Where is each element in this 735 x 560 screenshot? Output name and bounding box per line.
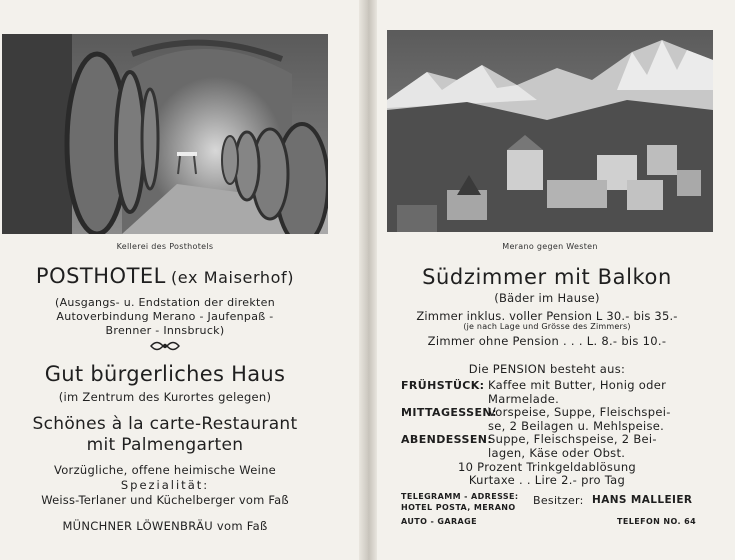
meal-label-lunch: MITTAGESSEN:	[401, 406, 497, 419]
route-line-1: (Ausgangs- u. Endstation der direkten	[55, 296, 275, 309]
page-fold	[359, 0, 377, 560]
tip-line: 10 Prozent Trinkgeldablösung	[457, 460, 637, 474]
room-title: Südzimmer mit Balkon	[422, 265, 672, 289]
meal-text-dinner-1: Suppe, Fleischspeise, 2 Bei-	[488, 432, 657, 446]
left-page	[0, 0, 359, 560]
merano-photo	[387, 30, 713, 232]
hotel-name: POSTHOTEL	[35, 264, 166, 288]
meal-text-breakfast-1: Kaffee mit Butter, Honig oder	[488, 378, 667, 392]
pension-intro: Die PENSION besteht aus:	[468, 362, 626, 376]
route-line-3: Brenner - Innsbruck)	[105, 324, 225, 337]
meal-label-breakfast: FRÜHSTÜCK:	[401, 379, 485, 392]
hotel-former-name: (ex Maiserhof)	[170, 268, 295, 287]
ornament-icon	[0, 338, 330, 354]
heading-note: (im Zentrum des Kurortes gelegen)	[58, 390, 272, 404]
owner-name: HANS MALLEIER	[592, 494, 693, 506]
telephone: TELEFON NO. 64	[617, 517, 697, 526]
cellar-caption: Kellerei des Posthotels	[116, 242, 214, 251]
telegram-label: TELEGRAMM - ADRESSE:	[401, 492, 519, 501]
price-note: (je nach Lage und Grösse des Zimmers)	[463, 322, 631, 331]
specialty-wines: Weiss-Terlaner und Küchelberger vom Faß	[41, 493, 289, 507]
auto-garage: AUTO - GARAGE	[401, 517, 477, 526]
hotel-title	[0, 264, 330, 288]
price-full-pension: Zimmer inklus. voller Pension L 30.- bis 35.-	[416, 309, 678, 323]
meal-text-lunch-2: se, 2 Beilagen u. Mehlspeise.	[488, 419, 665, 433]
owner-label: Besitzer:	[533, 494, 584, 507]
meal-text-lunch-1: Vorspeise, Suppe, Fleischspei-	[488, 405, 671, 419]
beer-line: MÜNCHNER LÖWENBRÄU vom Faß	[62, 519, 268, 533]
wine-line: Vorzügliche, offene heimische Weine	[53, 463, 277, 477]
restaurant-line-2: mit Palmengarten	[86, 435, 244, 455]
meal-text-breakfast-2: Marmelade.	[488, 392, 560, 406]
meal-text-dinner-2: lagen, Käse oder Obst.	[488, 446, 626, 460]
telegram-address: HOTEL POSTA, MERANO	[401, 503, 516, 512]
bath-note: (Bäder im Hause)	[494, 291, 600, 305]
merano-caption: Merano gegen Westen	[502, 242, 598, 251]
heading-burgerlich: Gut bürgerliches Haus	[44, 362, 286, 386]
specialty-label: Spezialität:	[120, 478, 210, 492]
price-room-only: Zimmer ohne Pension . . . L. 8.- bis 10.-	[427, 334, 667, 348]
cellar-photo	[2, 34, 328, 234]
right-page	[377, 0, 735, 560]
route-line-2: Autoverbindung Merano - Jaufenpaß -	[56, 310, 274, 323]
tax-line: Kurtaxe . . Lire 2.- pro Tag	[468, 473, 626, 487]
meal-label-dinner: ABENDESSEN:	[401, 433, 493, 446]
restaurant-line-1: Schönes à la carte-Restaurant	[32, 414, 298, 434]
